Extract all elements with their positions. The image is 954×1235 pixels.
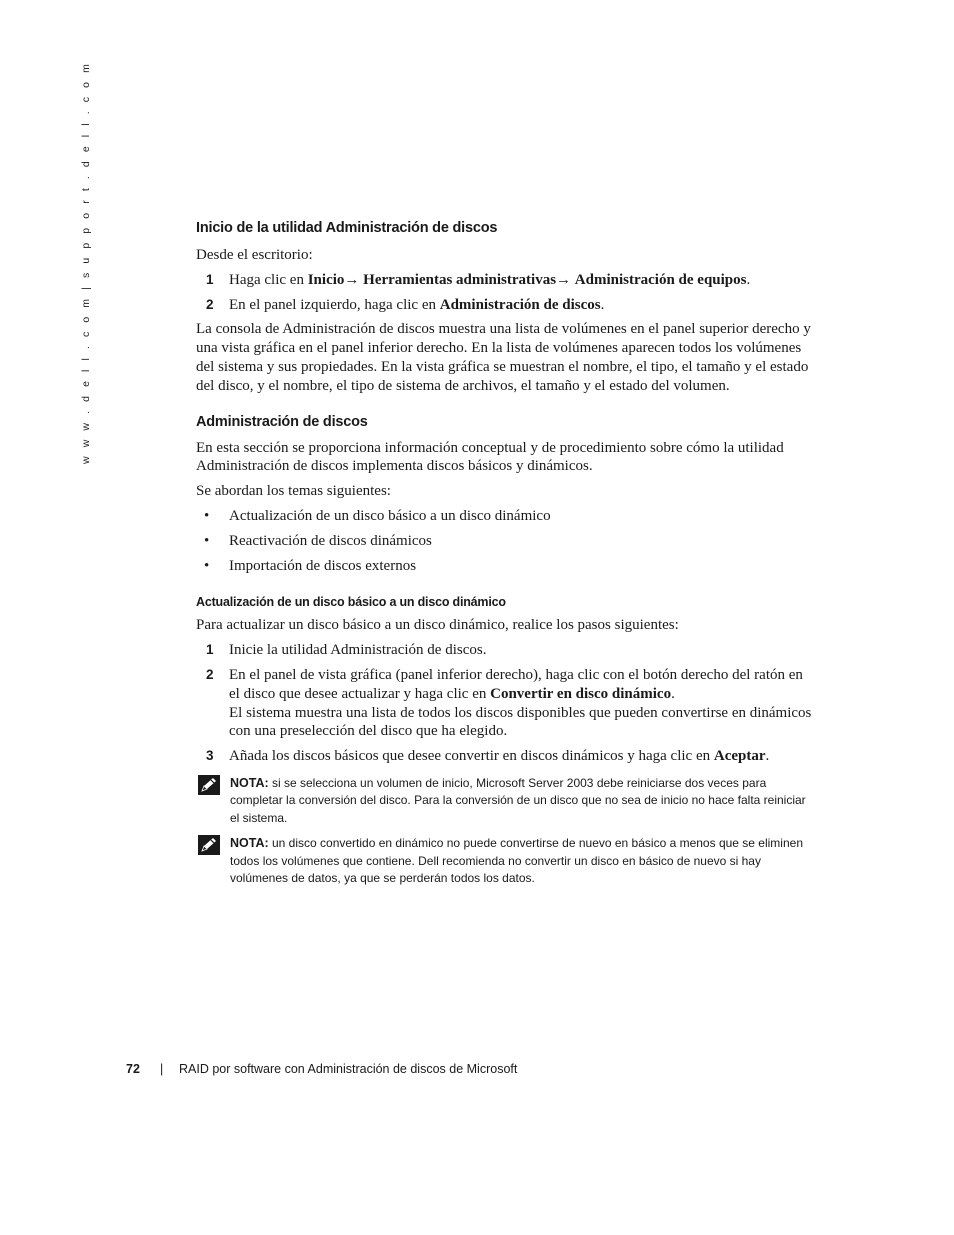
step-text: En el panel izquierdo, haga clic en: [229, 296, 440, 313]
pencil-note-icon: [198, 775, 220, 801]
section2-paragraph: En esta sección se proporciona información conceptual y de procedimiento sobre cómo la utilidad Administración de discos implementa discos básicos y dinámicos.: [196, 439, 784, 475]
section3-step-1: [196, 641, 812, 660]
step-number: 2: [206, 296, 214, 312]
button-aceptar-reference: Aceptar: [713, 748, 766, 765]
step-text: Inicie la utilidad Administración de discos.: [229, 642, 487, 659]
list-item: [196, 507, 812, 526]
list-item-text: Reactivación de discos dinámicos: [229, 532, 432, 549]
bullet-icon: •: [204, 532, 210, 549]
footer-title: RAID por software con Administración de discos de Microsoft: [179, 1062, 518, 1076]
menu-administracion-equipos: Administración de equipos: [574, 271, 747, 288]
footer-separator: |: [160, 1062, 164, 1076]
step-number: 1: [206, 642, 214, 658]
note-2: [196, 835, 812, 888]
note-text: si se selecciona un volumen de inicio, Microsoft Server 2003 debe reiniciarse dos veces para completar la conversión del disco. Para la conversión de un disco que no sea de inicio no hace falta reiniciar el sistema.: [230, 775, 806, 825]
section1-heading: Inicio de la utilidad Administración de discos: [196, 220, 498, 236]
section3-step-2: [196, 666, 812, 741]
side-url-margin: [80, 61, 100, 464]
step-extra-text: El sistema muestra una lista de todos los discos disponibles que pueden convertirse en dinámicos con una preselección del disco que ha elegido.: [229, 704, 812, 740]
menu-administracion-discos: Administración de discos: [439, 296, 601, 313]
section1-paragraph: La consola de Administración de discos muestra una lista de volúmenes en el panel superior derecho y una vista gráfica en el panel inferior derecho. En la lista de volúmenes aparecen todos los volúmenes del sistema y sus propiedades. En la vista gráfica se muestran el nombre, el tipo, el tamaño y el estado del disco, y el nombre, el tipo de sistema de archivos, el tamaño y el estado del volumen.: [196, 321, 811, 394]
arrow-icon: →: [556, 271, 575, 288]
side-url-text: w w w . d e l l . c o m | s u p p o r t . d e l l . c o m: [80, 61, 92, 464]
note-label: NOTA:: [230, 836, 269, 851]
step-number: 3: [206, 748, 214, 764]
page-number: 72: [126, 1062, 140, 1076]
note-text: un disco convertido en dinámico no puede convertirse de nuevo en básico a menos que se eliminen todos los volúmenes que contiene. Dell recomienda no convertir un disco en básico de nuevo si hay volúmenes de datos, ya que se perderán todos los datos.: [230, 836, 803, 886]
step-punct: .: [671, 685, 675, 702]
section3-intro: Para actualizar un disco básico a un disco dinámico, realice los pasos siguientes:: [196, 617, 679, 634]
list-item-text: Importación de discos externos: [229, 557, 417, 574]
section1-intro: Desde el escritorio:: [196, 247, 313, 263]
section2-heading: Administración de discos: [196, 413, 368, 430]
section3-step-3: [196, 747, 812, 766]
section2-topics-intro: Se abordan los temas siguientes:: [196, 483, 391, 500]
list-item: [196, 532, 812, 551]
step-punct: .: [600, 296, 605, 313]
step-text: Haga clic en: [229, 271, 308, 288]
arrow-icon: →: [344, 271, 364, 288]
page-content: [196, 218, 812, 888]
step-punct: .: [765, 748, 770, 765]
list-item: [196, 557, 812, 576]
step-text: Añada los discos básicos que desee convertir en discos dinámicos y haga clic en: [229, 748, 714, 765]
step-number: 1: [206, 271, 214, 287]
menu-herramientas: Herramientas administrativas: [363, 271, 557, 288]
note-label: NOTA:: [230, 775, 269, 790]
section1-step-2: [196, 296, 812, 315]
note-1: [196, 775, 812, 828]
bullet-icon: •: [204, 557, 210, 574]
step-number: 2: [206, 666, 214, 682]
page-footer: [126, 1062, 518, 1076]
list-item-text: Actualización de un disco básico a un disco dinámico: [229, 507, 551, 524]
menu-convertir-dinamico: Convertir en disco dinámico: [490, 685, 672, 702]
pencil-note-icon: [198, 835, 220, 861]
menu-inicio: Inicio: [307, 271, 345, 288]
step-text: En el panel de vista gráfica (panel inferior derecho), haga clic con el botón derecho del ratón en el disco que desee actualizar y haga clic en: [229, 666, 803, 702]
bullet-icon: •: [204, 507, 210, 524]
section1-step-1: [196, 271, 812, 290]
step-punct: .: [746, 271, 751, 288]
section3-heading: Actualización de un disco básico a un disco dinámico: [196, 595, 506, 610]
